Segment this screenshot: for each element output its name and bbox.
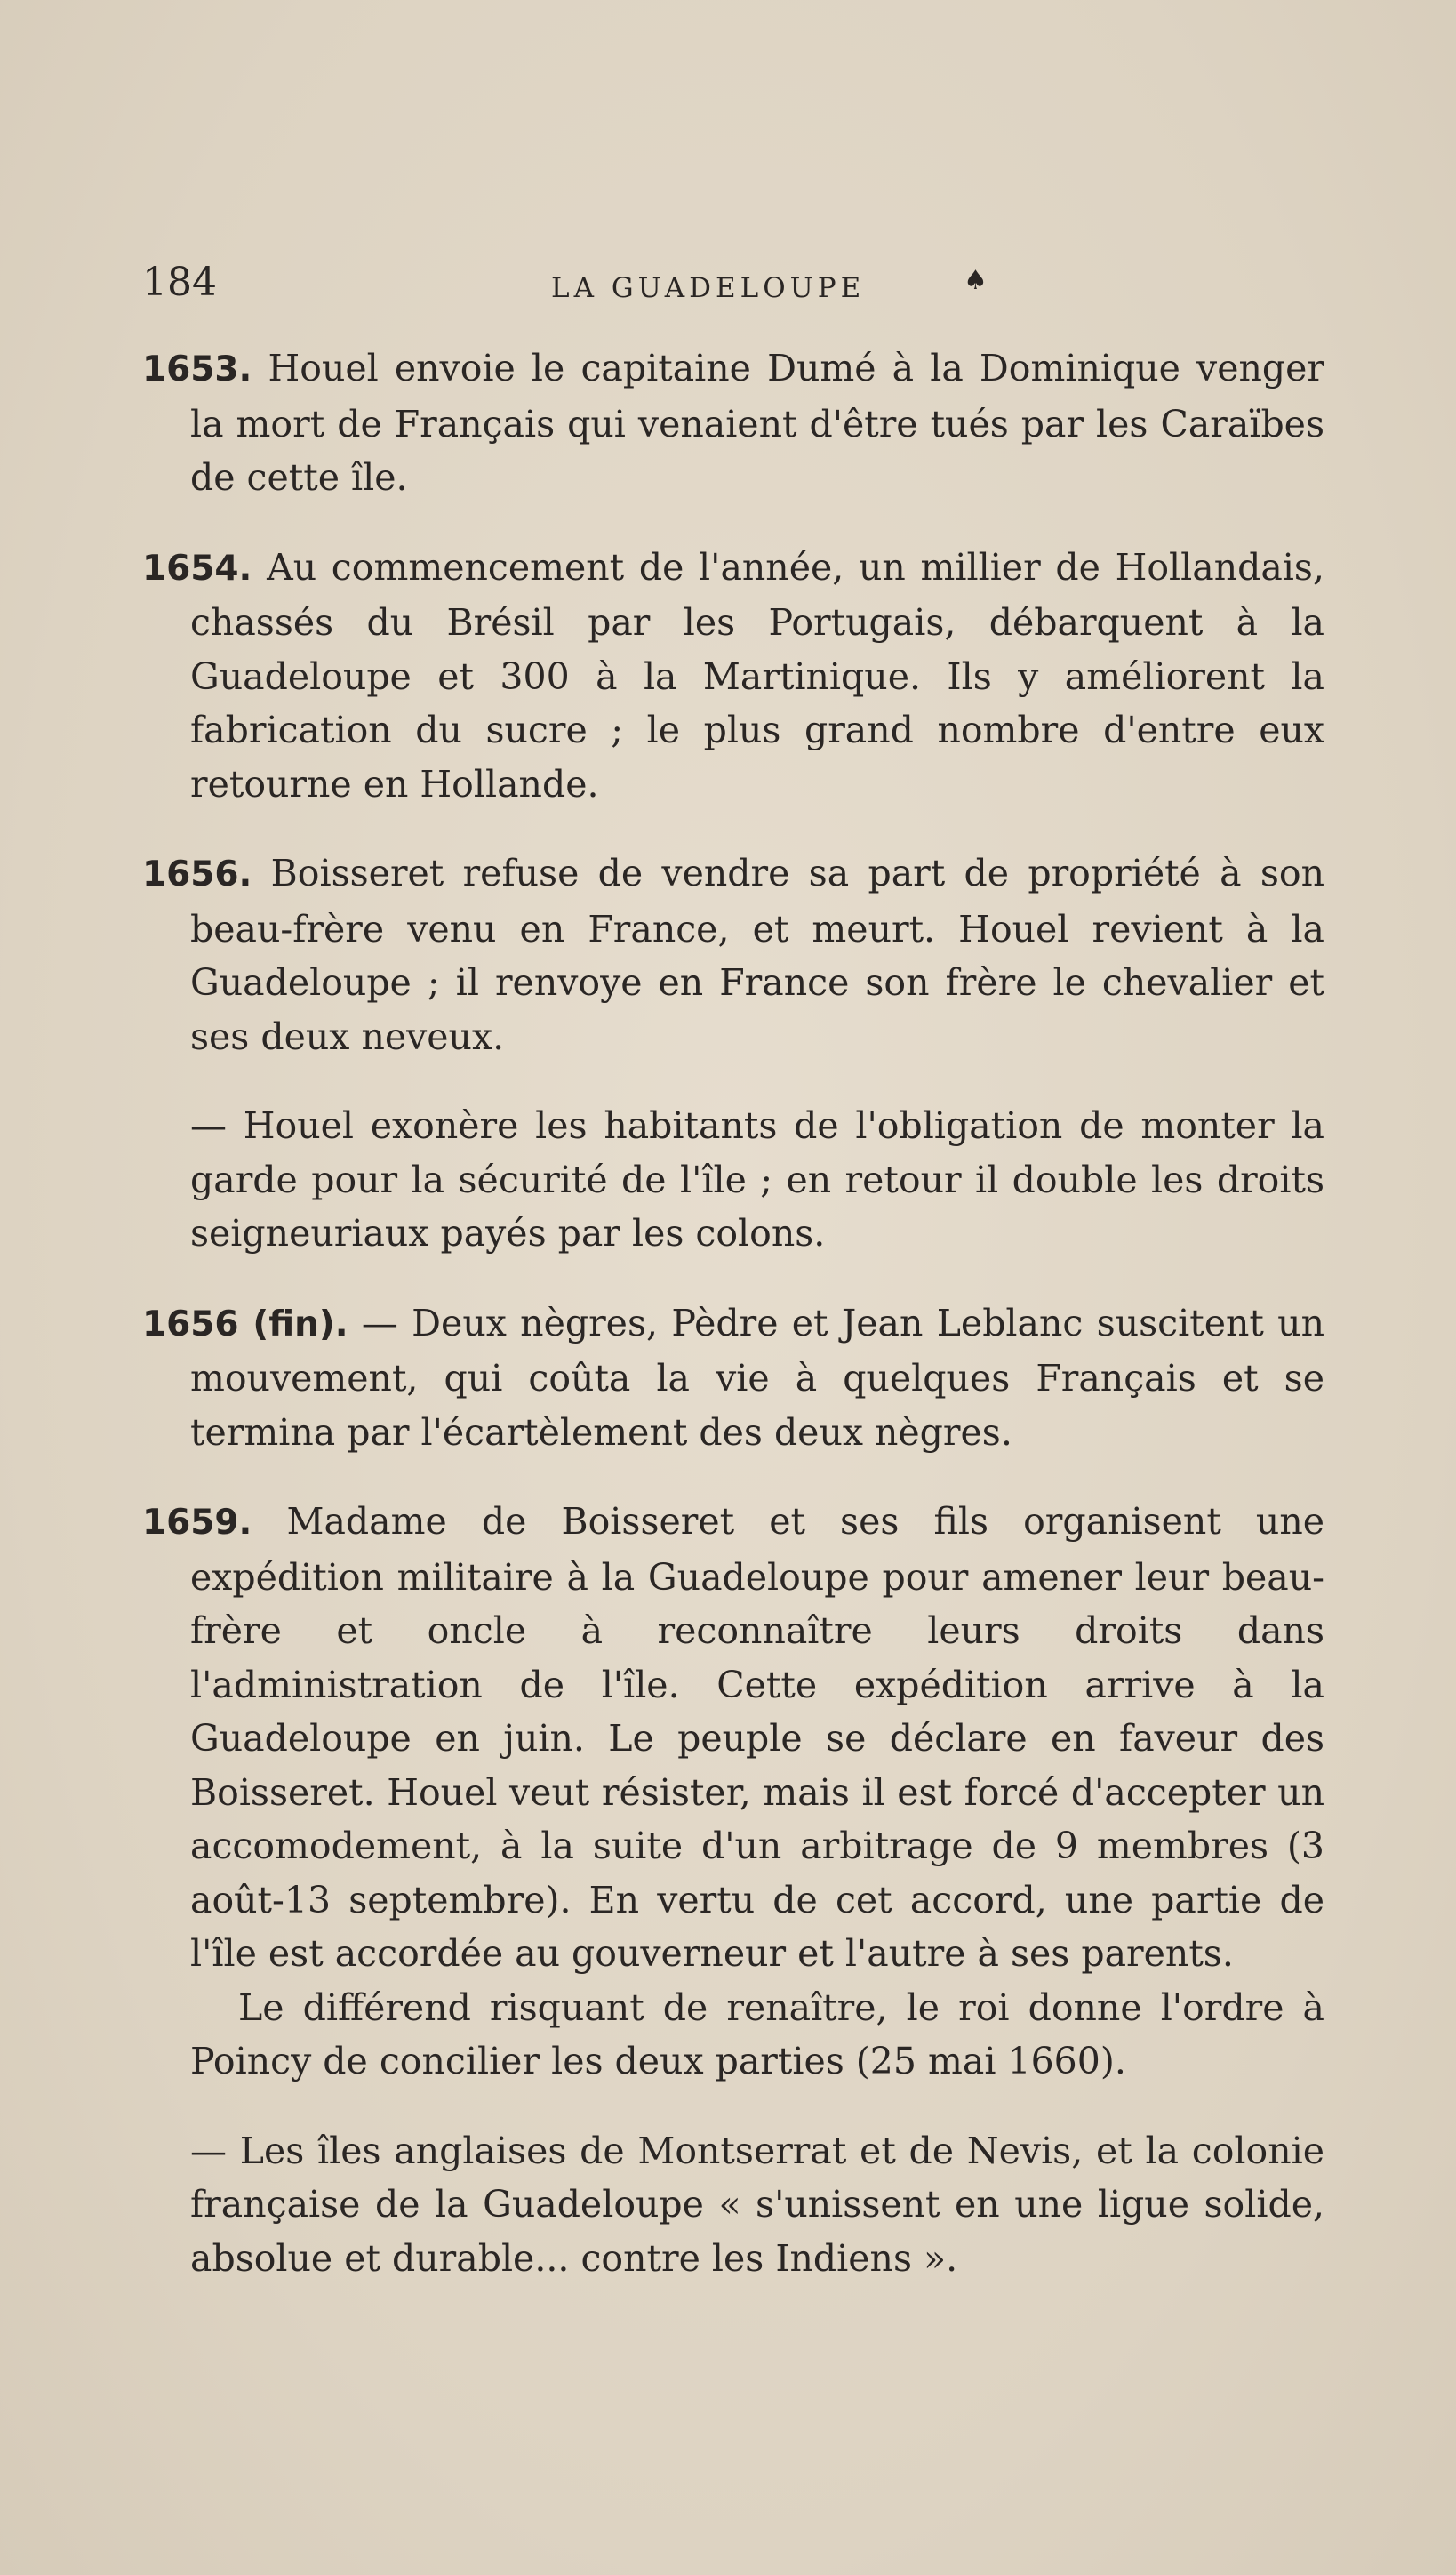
- running-head: LA GUADELOUPE: [551, 272, 866, 304]
- chronology-text: [142, 341, 1324, 2321]
- entry-1656-note: [142, 1099, 1324, 1261]
- entry-paragraph: [142, 341, 1324, 505]
- entry-text: Madame de Boisseret et ses fils organisent une expédition militaire à la Guadeloupe pour amener leur beau-frère et oncle à reconnaître leurs droits dans l'administration de l'île. Cette expédition arrive à la Guadeloupe en juin. Le peuple se déclare en faveur des Boisseret. Houel veut résister, mais il est forcé d'accepter un accomodement, à la suite d'un arbitrage de 9 membres (3 août-13 septembre). En vertu de cet accord, une partie de l'île est accordée au gouverneur et l'autre à ses parents.: [190, 1500, 1324, 1975]
- entry-continuation: Le différend risquant de renaître, le roi donne l'ordre à Poincy de concilier les deux parties (25 mai 1660).: [190, 1985, 1324, 2082]
- entry-year: 1659.: [142, 1503, 252, 1543]
- entry-year: 1653.: [142, 349, 252, 389]
- entry-1656: [142, 846, 1324, 1063]
- entry-1656-fin: [142, 1296, 1324, 1460]
- entry-paragraph: [142, 846, 1324, 1063]
- entry-text: Au commencement de l'année, un millier de Hollandais, chassés du Brésil par les Portugais, débarquent à la Guadeloupe et 300 à la Martinique. Ils y améliorent la fabrication du sucre ; le plus grand nombre d'entre eux retourne en Hollande.: [190, 545, 1324, 806]
- entry-text: Boisseret refuse de vendre sa part de propriété à son beau-frère venu en France, et meurt. Houel revient à la Guadeloupe ; il renvoye en France son frère le chevalier et ses deux neveux.: [190, 852, 1324, 1058]
- entry-paragraph: [142, 1495, 1324, 1981]
- page-number: 184: [142, 260, 217, 305]
- entry-paragraph: — Les îles anglaises de Montserrat et de Nevis, et la colonie française de la Guadeloupe « s'unissent en une ligue solide, absolue et durable... contre les Indiens ».: [190, 2129, 1324, 2280]
- entry-paragraph: [142, 1296, 1324, 1460]
- entry-year: 1656.: [142, 854, 252, 894]
- entry-year: 1654.: [142, 548, 252, 589]
- entry-text: Houel envoie le capitaine Dumé à la Dominique venger la mort de Français qui venaient d'être tués par les Caraïbes de cette île.: [190, 347, 1324, 499]
- ornament-icon: ♠: [964, 265, 988, 296]
- entry-year-note: (fin).: [238, 1304, 348, 1344]
- entry-1659-note: [142, 2124, 1324, 2286]
- entry-1659: [142, 1495, 1324, 2089]
- entry-paragraph: [142, 541, 1324, 812]
- entry-paragraph: — Houel exonère les habitants de l'obligation de monter la garde pour la sécurité de l'île ; en retour il double les droits seigneuriaux payés par les colons.: [190, 1104, 1324, 1255]
- page-header: [142, 256, 1324, 309]
- entry-1653: [142, 341, 1324, 505]
- entry-1654: [142, 541, 1324, 812]
- entry-year: 1656: [142, 1304, 239, 1344]
- entry-text: — Deux nègres, Pèdre et Jean Leblanc suscitent un mouvement, qui coûta la vie à quelques Français et se termina par l'écartèlement des deux nègres.: [190, 1301, 1324, 1454]
